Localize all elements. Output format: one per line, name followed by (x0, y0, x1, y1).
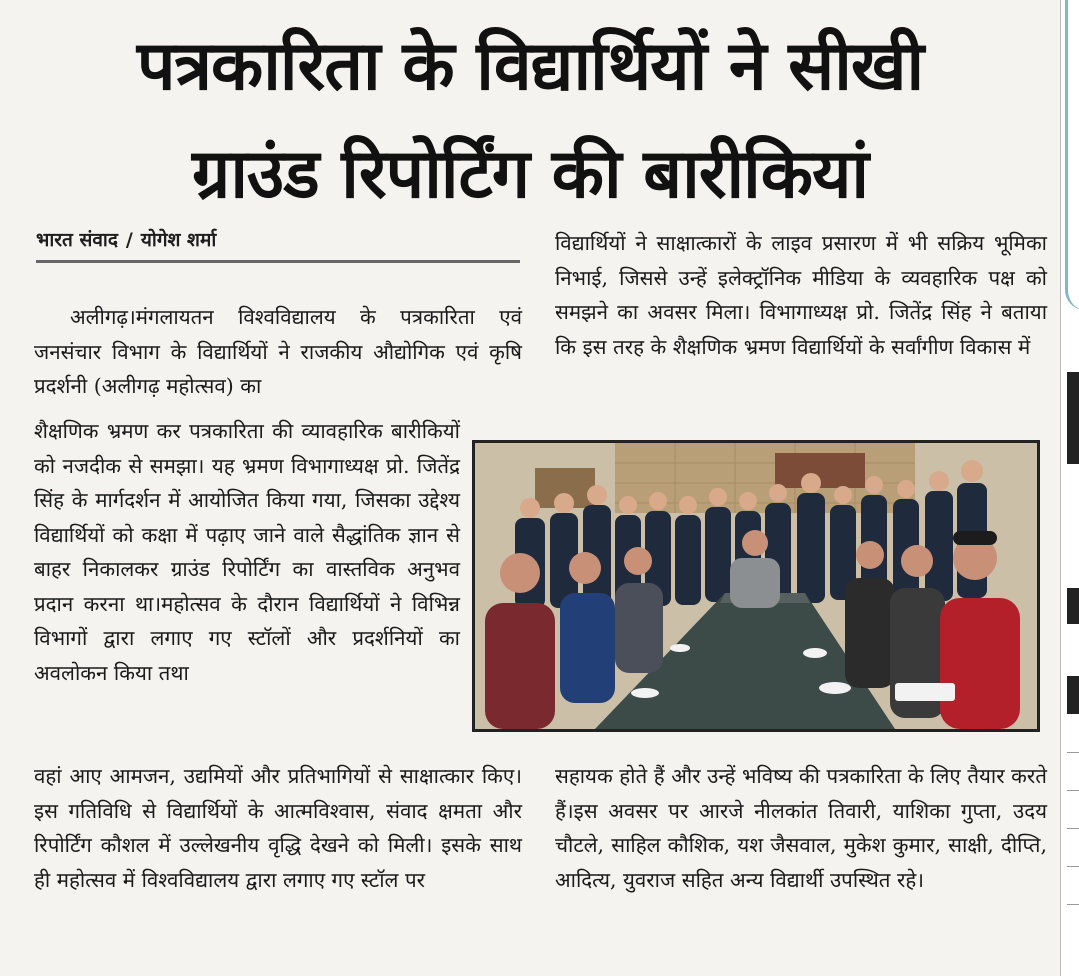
adjacent-page-edge (1060, 0, 1079, 976)
edge-line (1067, 790, 1079, 791)
article-column-right-bottom (555, 759, 1047, 897)
edge-block (1067, 372, 1079, 464)
group-photo (472, 440, 1040, 732)
article-column-left-middle (34, 414, 460, 690)
article-column-left-top (34, 300, 522, 404)
article-paragraph: शैक्षणिक भ्रमण कर पत्रकारिता की व्यावहारिक बारीकियों को नजदीक से समझा। यह भ्रमण विभागाध्यक्ष प्रो. जितेंद्र सिंह के मार्गदर्शन में आयोजित किया गया, जिसका उद्देश्य विद्यार्थियों को कक्षा में पढ़ाए जाने वाले सैद्धांतिक ज्ञान से बाहर निकालकर ग्राउंड रिपोर्टिंग का वास्तविक अनुभव प्रदान करना था।महोत्सव के दौरान विद्यार्थियों ने विभिन्न विभागों द्वारा लगाए गए स्टॉलों और प्रदर्शनियों का अवलोकन किया तथा (34, 419, 460, 685)
byline-author: योगेश शर्मा (140, 229, 217, 251)
headline-line-2: ग्राउंड रिपोर्टिंग की बारीकियां (191, 135, 869, 214)
edge-block (1067, 676, 1079, 714)
article-column-left-bottom (34, 759, 522, 897)
article-column-right-top (555, 226, 1047, 364)
byline-source: भारत संवाद (36, 229, 118, 251)
decorative-curve (1065, 0, 1079, 310)
headline-line-1: पत्रकारिता के विद्यार्थियों ने सीखी (136, 27, 924, 106)
edge-line (1067, 752, 1079, 753)
article-paragraph: सहायक होते हैं और उन्हें भविष्य की पत्रकारिता के लिए तैयार करते हैं।इस अवसर पर आरजे नीलकांत तिवारी, याशिका गुप्ता, उदय चौटले, साहिल कौशिक, यश जैसवाल, मुकेश कुमार, साक्षी, दीप्ति, आदित्य, युवराज सहित अन्य विद्यार्थी उपस्थित रहे। (555, 764, 1047, 892)
article-paragraph: विद्यार्थियों ने साक्षात्कारों के लाइव प्रसारण में भी सक्रिय भूमिका निभाई, जिससे उन्हें इलेक्ट्रॉनिक मीडिया के व्यवहारिक पक्ष को समझने का अवसर मिला। विभागाध्यक्ष प्रो. जितेंद्र सिंह ने बताया कि इस तरह के शैक्षणिक भ्रमण विद्यार्थियों के सर्वांगीण विकास में (555, 231, 1047, 359)
edge-line (1067, 904, 1079, 905)
byline-separator: / (125, 229, 133, 251)
edge-line (1067, 866, 1079, 867)
byline (36, 226, 520, 263)
edge-line (1067, 828, 1079, 829)
group-photo-illustration (475, 443, 1037, 729)
edge-block (1067, 588, 1079, 624)
article-paragraph: वहां आए आमजन, उद्यमियों और प्रतिभागियों से साक्षात्कार किए। इस गतिविधि से विद्यार्थियों के आत्मविश्वास, संवाद क्षमता और रिपोर्टिंग कौशल में उल्लेखनीय वृद्धि देखने को मिली। इसके साथ ही महोत्सव में विश्वविद्यालय द्वारा लगाए गए स्टॉल पर (34, 764, 522, 892)
article-paragraph: अलीगढ़।मंगलायतन विश्वविद्यालय के पत्रकारिता एवं जनसंचार विभाग के विद्यार्थियों ने राजकीय औद्योगिक एवं कृषि प्रदर्शनी (अलीगढ़ महोत्सव) का (34, 305, 522, 398)
